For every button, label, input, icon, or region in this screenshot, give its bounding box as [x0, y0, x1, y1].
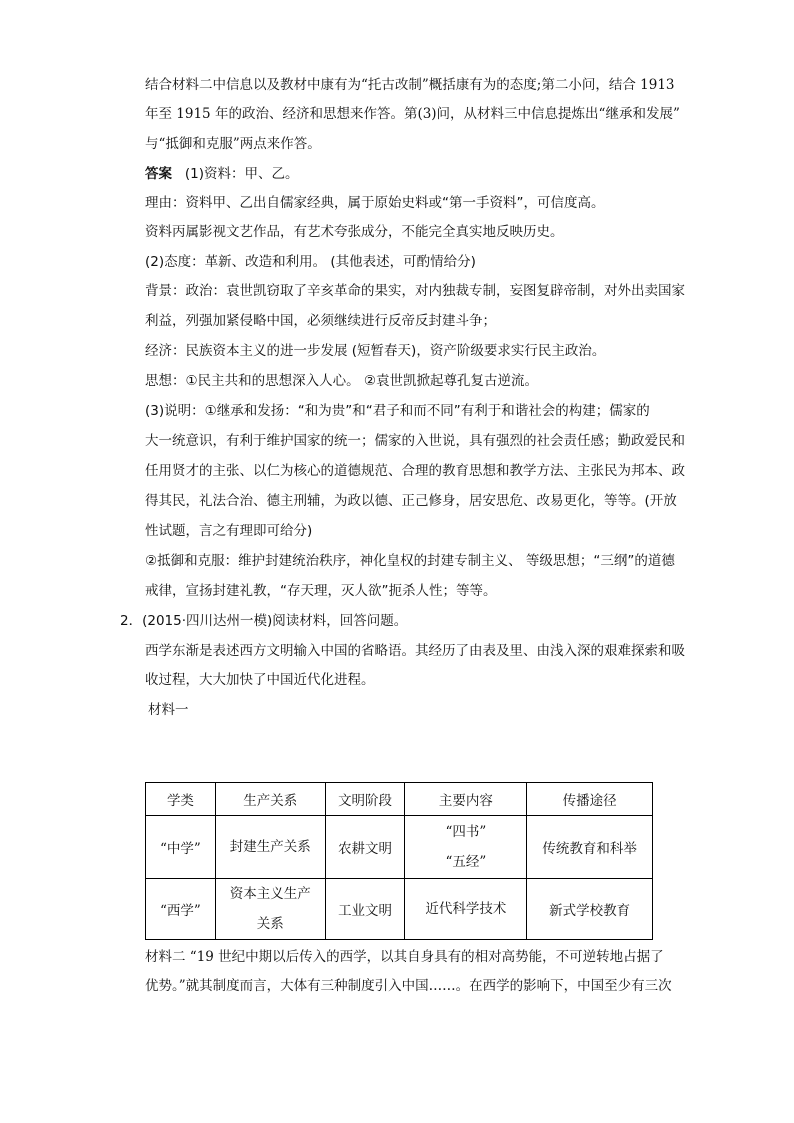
cell-text: 资本主义生产: [229, 886, 311, 902]
table-cell-content: [405, 879, 527, 940]
answer-line-3: 资料丙属影视文艺作品，有艺术夸张成分，不能完全真实地反映历史。: [145, 224, 564, 240]
answer-line-13: 性试题，言之有理即可给分): [145, 523, 313, 539]
table-cell-category: “中学”: [146, 816, 216, 879]
question-2-intro-2: 收过程，大大加快了中国近代化进程。: [145, 672, 375, 688]
intro-line-2: 年至 1915 年的政治、经济和思想来作答。第(3)问，从材料三中信息提炼出“继承和发展”: [145, 106, 680, 122]
answer-line-10: 大一统意识，有利于维护国家的统一；儒家的入世说，具有强烈的社会责任感；勤政爱民和: [145, 433, 685, 449]
table-cell-relation: [215, 816, 325, 879]
answer-line-9: (3)说明：①继承和发扬：“和为贵”和“君子和而不同”有利于和谐社会的构建；儒家的: [145, 403, 650, 419]
table-cell-channel: 传统教育和科举: [527, 816, 653, 879]
table-cell-channel: 新式学校教育: [527, 879, 653, 940]
answer-line-14: ②抵御和克服：维护封建统治秩序，神化皇权的封建专制主义、 等级思想；“三纲”的道德: [145, 553, 675, 569]
material-2-line-1: 材料二 “19 世纪中期以后传入的西学，以其自身具有的相对高势能，不可逆转地占据了: [145, 949, 664, 965]
table-cell-content: [405, 816, 527, 879]
table-cell-category: “西学”: [146, 879, 216, 940]
answer-line-15: 戒律，宣扬封建礼教，“存天理，灭人欲”扼杀人性；等等。: [145, 583, 497, 599]
answer-line-1: [145, 164, 299, 184]
cell-text: “四书”: [445, 824, 487, 840]
table-header-cell: 生产关系: [215, 783, 325, 816]
table-cell-stage: 农耕文明: [325, 816, 405, 879]
answer-line-5: 背景：政治：袁世凯窃取了辛亥革命的果实，对内独裁专制，妄图复辟帝制，对外出卖国家: [145, 283, 685, 299]
answer-line-7: 经济：民族资本主义的进一步发展 (短暂春天)，资产阶级要求实行民主政治。: [145, 343, 606, 359]
answer-label: 答案: [145, 166, 172, 182]
material-2-line-2: 优势。”就其制度而言，大体有三种制度引入中国……。在西学的影响下，中国至少有三次: [145, 978, 672, 994]
answer-line-4: (2)态度：革新、改造和利用。 (其他表述，可酌情给分): [145, 254, 476, 270]
table-header-cell: 学类: [146, 783, 216, 816]
answer-line-8: 思想：①民主共和的思想深入人心。 ②袁世凯掀起尊孔复古逆流。: [145, 373, 538, 389]
answer-line-6: 利益，列强加紧侵略中国，必须继续进行反帝反封建斗争；: [145, 313, 496, 329]
answer-text: (1)资料：甲、乙。: [184, 166, 299, 182]
intro-line-1: 结合材料二中信息以及教材中康有为“托古改制”概括康有为的态度;第二小问，结合 1913: [145, 77, 675, 93]
cell-text: 近代科学技术: [425, 901, 507, 917]
material-1-table: [145, 782, 653, 940]
table-header-row: [146, 783, 653, 816]
question-2-header: 2．(2015·四川达州一模)阅读材料，回答问题。: [120, 613, 408, 629]
cell-text: 关系: [256, 916, 284, 932]
table-header-cell: 主要内容: [405, 783, 527, 816]
question-2-intro-1: 西学东渐是表述西方文明输入中国的省略语。其经历了由表及里、由浅入深的艰难探索和吸: [145, 643, 685, 659]
material-1-label: 材料一: [148, 702, 189, 718]
answer-line-12: 得其民，礼法合治、德主刑辅，为政以德、正己修身，居安思危、改易更化，等等。(开放: [145, 493, 677, 509]
table-row: [146, 879, 653, 940]
table-cell-relation: [215, 879, 325, 940]
table-cell-stage: 工业文明: [325, 879, 405, 940]
cell-text: 封建生产关系: [229, 839, 311, 855]
answer-line-2: 理由：资料甲、乙出自儒家经典，属于原始史料或“第一手资料”，可信度高。: [145, 195, 605, 211]
cell-text: “五经”: [445, 854, 487, 870]
answer-line-11: 任用贤才的主张、以仁为核心的道德规范、合理的教育思想和教学方法、主张民为邦本、政: [145, 463, 685, 479]
table-header-cell: 传播途径: [527, 783, 653, 816]
table-header-cell: 文明阶段: [325, 783, 405, 816]
table-row: [146, 816, 653, 879]
intro-line-3: 与“抵御和克服”两点来作答。: [145, 136, 321, 152]
